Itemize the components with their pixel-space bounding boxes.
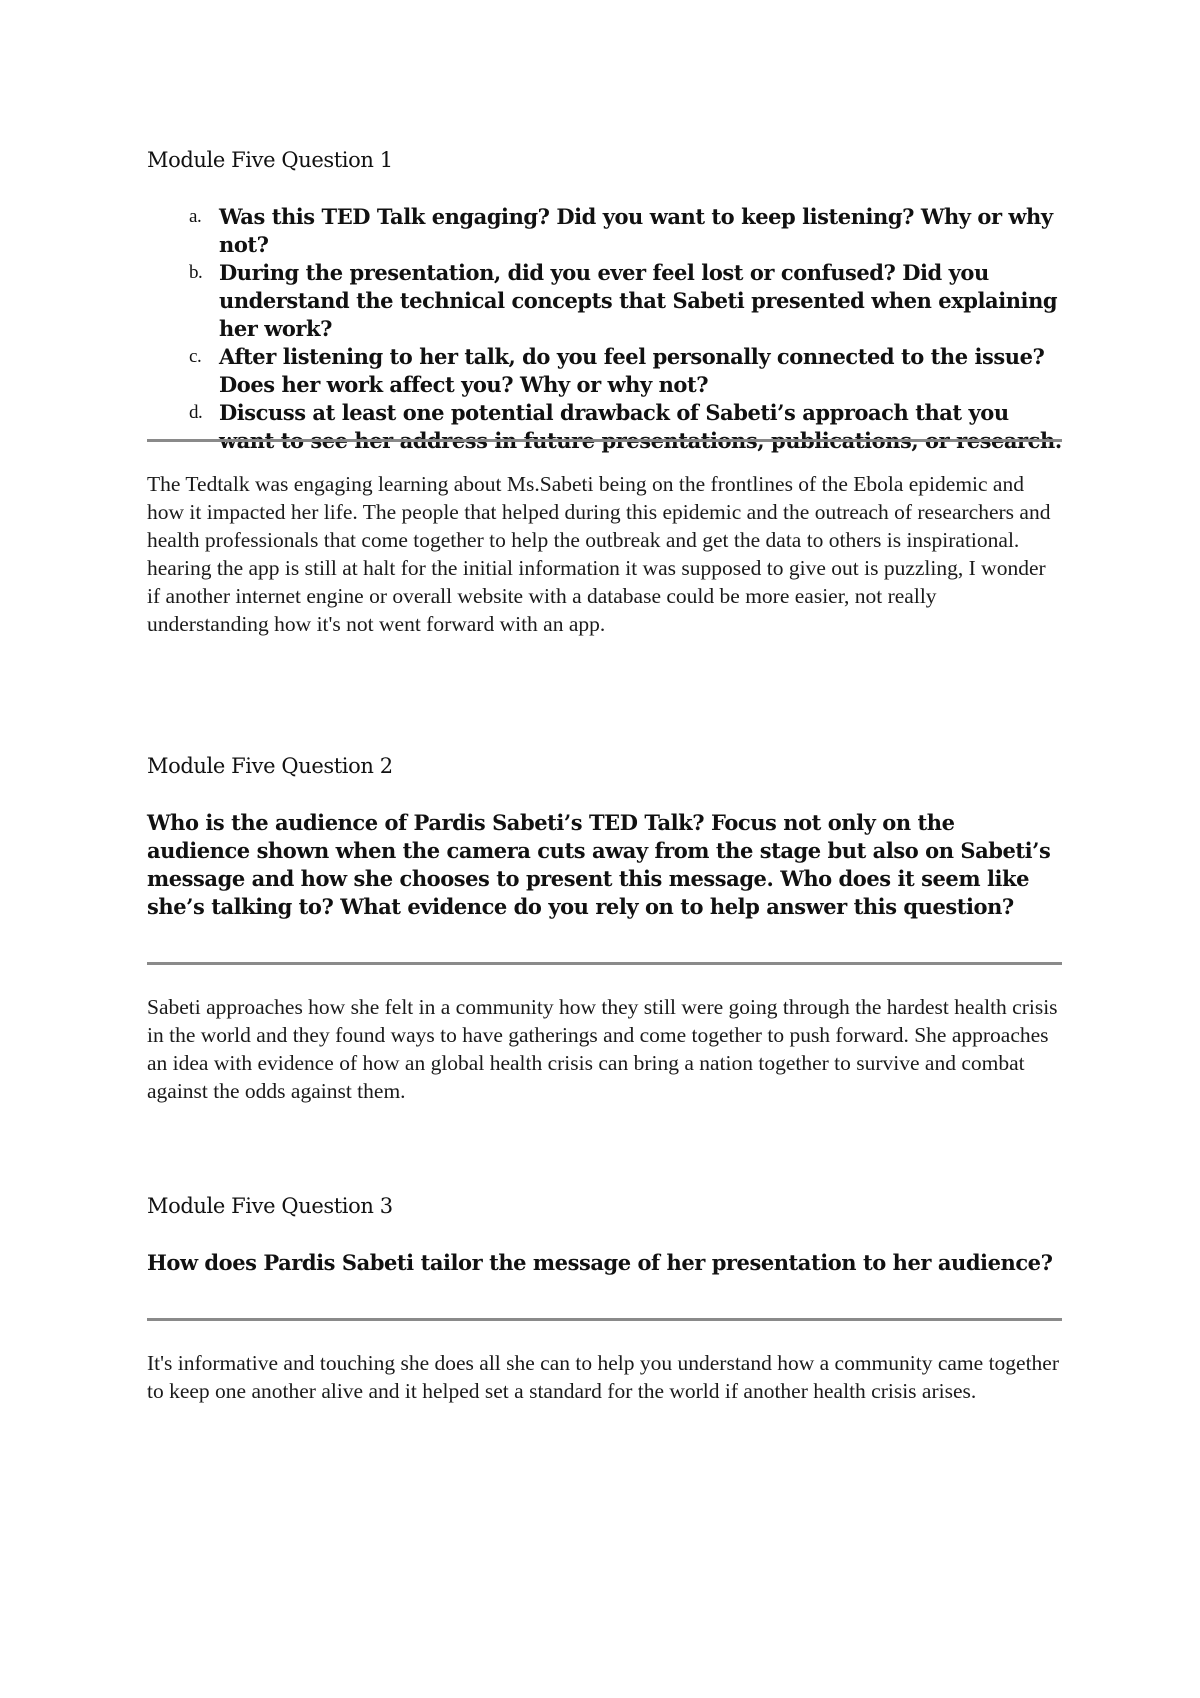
question-text: Discuss at least one potential drawback of Sabeti’s approach that you want to see her address in future presentations, publications, or research. xyxy=(219,400,1062,453)
q3-question: How does Pardis Sabeti tailor the message of her presentation to her audience? xyxy=(147,1250,1053,1275)
q1-question-list-block xyxy=(147,203,1062,455)
q3-answer-block xyxy=(147,1349,1062,1405)
q3-answer: It's informative and touching she does all she can to help you understand how a community came together to keep one another alive and it helped set a standard for the world if another health crisis arises. xyxy=(147,1351,1060,1403)
list-marker: c. xyxy=(189,346,202,367)
list-marker: b. xyxy=(189,262,203,283)
list-marker: d. xyxy=(189,402,203,423)
q2-question: Who is the audience of Pardis Sabeti’s TED Talk? Focus not only on the audience shown when the camera cuts away from the stage but also on Sabeti’s message and how she chooses to present this message. Who does it seem like she’s talking to? What evidence do you rely on to help answer this question? xyxy=(147,810,1051,919)
q1-answer: The Tedtalk was engaging learning about Ms.Sabeti being on the frontlines of the Ebola epidemic and how it impacted her life. The people that helped during this epidemic and the outreach of researchers and health professionals that come together to help the outbreak and get the data to others is inspirational. hearing the app is still at halt for the initial information it was supposed to give out is puzzling, I wonder if another internet engine or overall website with a database could be more easier, not really understanding how it's not went forward with an app. xyxy=(147,472,1051,636)
q2-divider xyxy=(147,962,1062,965)
question-text: After listening to her talk, do you feel personally connected to the issue? Does her work affect you? Why or why not? xyxy=(219,344,1045,397)
q1-heading: Module Five Question 1 xyxy=(147,148,393,172)
q3-heading: Module Five Question 3 xyxy=(147,1194,393,1218)
q2-heading: Module Five Question 2 xyxy=(147,754,393,778)
q1-item-a xyxy=(147,203,1062,259)
list-marker: a. xyxy=(189,206,202,227)
q1-item-b xyxy=(147,259,1062,343)
q1-item-c xyxy=(147,343,1062,399)
q2-answer-block xyxy=(147,993,1062,1105)
question-text: During the presentation, did you ever feel lost or confused? Did you understand the technical concepts that Sabeti presented when explaining her work? xyxy=(219,260,1058,341)
q2-question-block xyxy=(147,809,1062,921)
q3-heading-block xyxy=(147,1191,1062,1221)
question-text: Was this TED Talk engaging? Did you want to keep listening? Why or why not? xyxy=(219,204,1053,257)
q1-divider xyxy=(147,439,1062,442)
q1-heading-block xyxy=(147,145,1062,175)
q2-heading-block xyxy=(147,751,1062,781)
q2-answer: Sabeti approaches how she felt in a community how they still were going through the hardest health crisis in the world and they found ways to have gatherings and come together to push forward. She approaches an idea with evidence of how an global health crisis can bring a nation together to survive and combat against the odds against them. xyxy=(147,995,1058,1103)
q1-item-d xyxy=(147,399,1062,455)
q1-question-list xyxy=(147,203,1062,455)
q3-question-block xyxy=(147,1249,1062,1277)
q1-answer-block xyxy=(147,470,1062,638)
q3-divider xyxy=(147,1318,1062,1321)
